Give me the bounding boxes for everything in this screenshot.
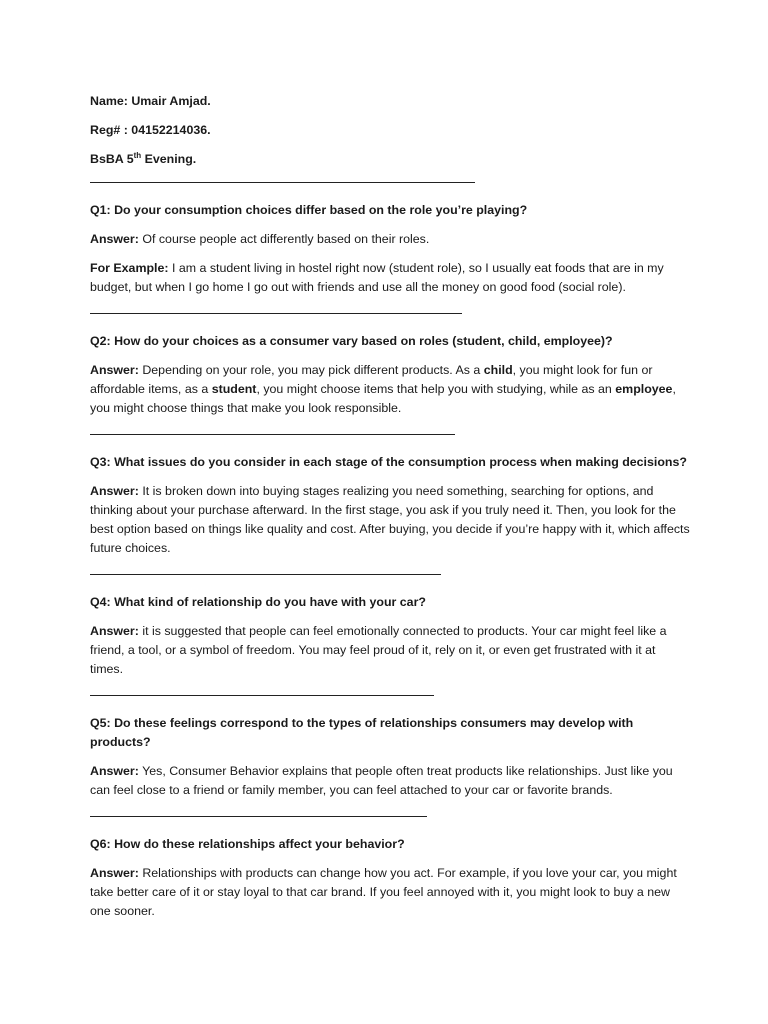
emphasis-student: student (211, 382, 257, 396)
divider-rule (90, 816, 427, 817)
answer-text: Yes, Consumer Behavior explains that people often treat products like relationships. Just like you can feel close to a friend or family member, you can feel attached to your car or favorite brands. (90, 764, 673, 797)
answer-label: Answer: (90, 232, 139, 246)
divider-rule (90, 574, 441, 575)
answer-text: Relationships with products can change how you act. For example, if you love your car, you might take better care of it or stay loyal to that car brand. If you feel annoyed with it, you might look to buy a new one sooner. (90, 866, 677, 918)
answer-label: Answer: (90, 484, 139, 498)
emphasis-child: child (483, 363, 513, 377)
answer-label: Answer: (90, 764, 139, 778)
document-page (90, 92, 690, 931)
divider-rule (90, 695, 434, 696)
example-1 (90, 259, 690, 297)
class-section (90, 150, 690, 169)
answer-text: , you might choose things that make you look responsible. (90, 382, 676, 415)
divider-rule (90, 182, 475, 183)
answer-5 (90, 762, 690, 800)
emphasis-employee: employee (615, 382, 673, 396)
question-1: Q1: Do your consumption choices differ based on the role you’re playing? (90, 203, 528, 217)
example-label: For Example: (90, 261, 169, 275)
answer-3 (90, 482, 690, 558)
answer-4 (90, 622, 690, 679)
answer-label: Answer: (90, 624, 139, 638)
answer-text: , you might choose items that help you with studying, while as an (256, 382, 616, 396)
class-superscript: th (133, 150, 142, 160)
question-3: Q3: What issues do you consider in each stage of the consumption process when making decisions? (90, 455, 687, 469)
divider-rule (90, 434, 455, 435)
answer-text: It is broken down into buying stages realizing you need something, searching for options, and thinking about your purchase afterward. In the first stage, you ask if you truly need it. Then, you look for the best option based on things like quality and cost. After buying, you decide if you’re happy with it, which affects future choices. (90, 484, 690, 555)
question-2: Q2: How do your choices as a consumer vary based on roles (student, child, employee)? (90, 334, 613, 348)
question-5: Q5: Do these feelings correspond to the types of relationships consumers may develop with products? (90, 716, 634, 749)
answer-label: Answer: (90, 363, 139, 377)
answer-text: , you might look for fun or affordable items, as a (90, 363, 653, 396)
answer-2 (90, 361, 690, 418)
class-suffix: Evening. (141, 152, 197, 166)
answer-text: it is suggested that people can feel emotionally connected to products. Your car might feel like a friend, a tool, or a symbol of freedom. You may feel proud of it, rely on it, or even get frustrated with it at times. (90, 624, 667, 676)
example-text: I am a student living in hostel right now (student role), so I usually eat foods that are in my budget, but when I go home I go out with friends and use all the money on good food (social role). (90, 261, 664, 294)
registration-number: Reg# : 04152214036. (90, 123, 211, 137)
answer-6 (90, 864, 690, 921)
divider-rule (90, 313, 462, 314)
answer-text: Depending on your role, you may pick different products. As a (138, 363, 484, 377)
question-4: Q4: What kind of relationship do you have with your car? (90, 595, 426, 609)
answer-1 (90, 230, 690, 249)
student-name: Name: Umair Amjad. (90, 94, 211, 108)
answer-label: Answer: (90, 866, 139, 880)
answer-text: Of course people act differently based on their roles. (138, 232, 430, 246)
question-6: Q6: How do these relationships affect your behavior? (90, 837, 405, 851)
class-prefix: BsBA 5 (90, 152, 134, 166)
